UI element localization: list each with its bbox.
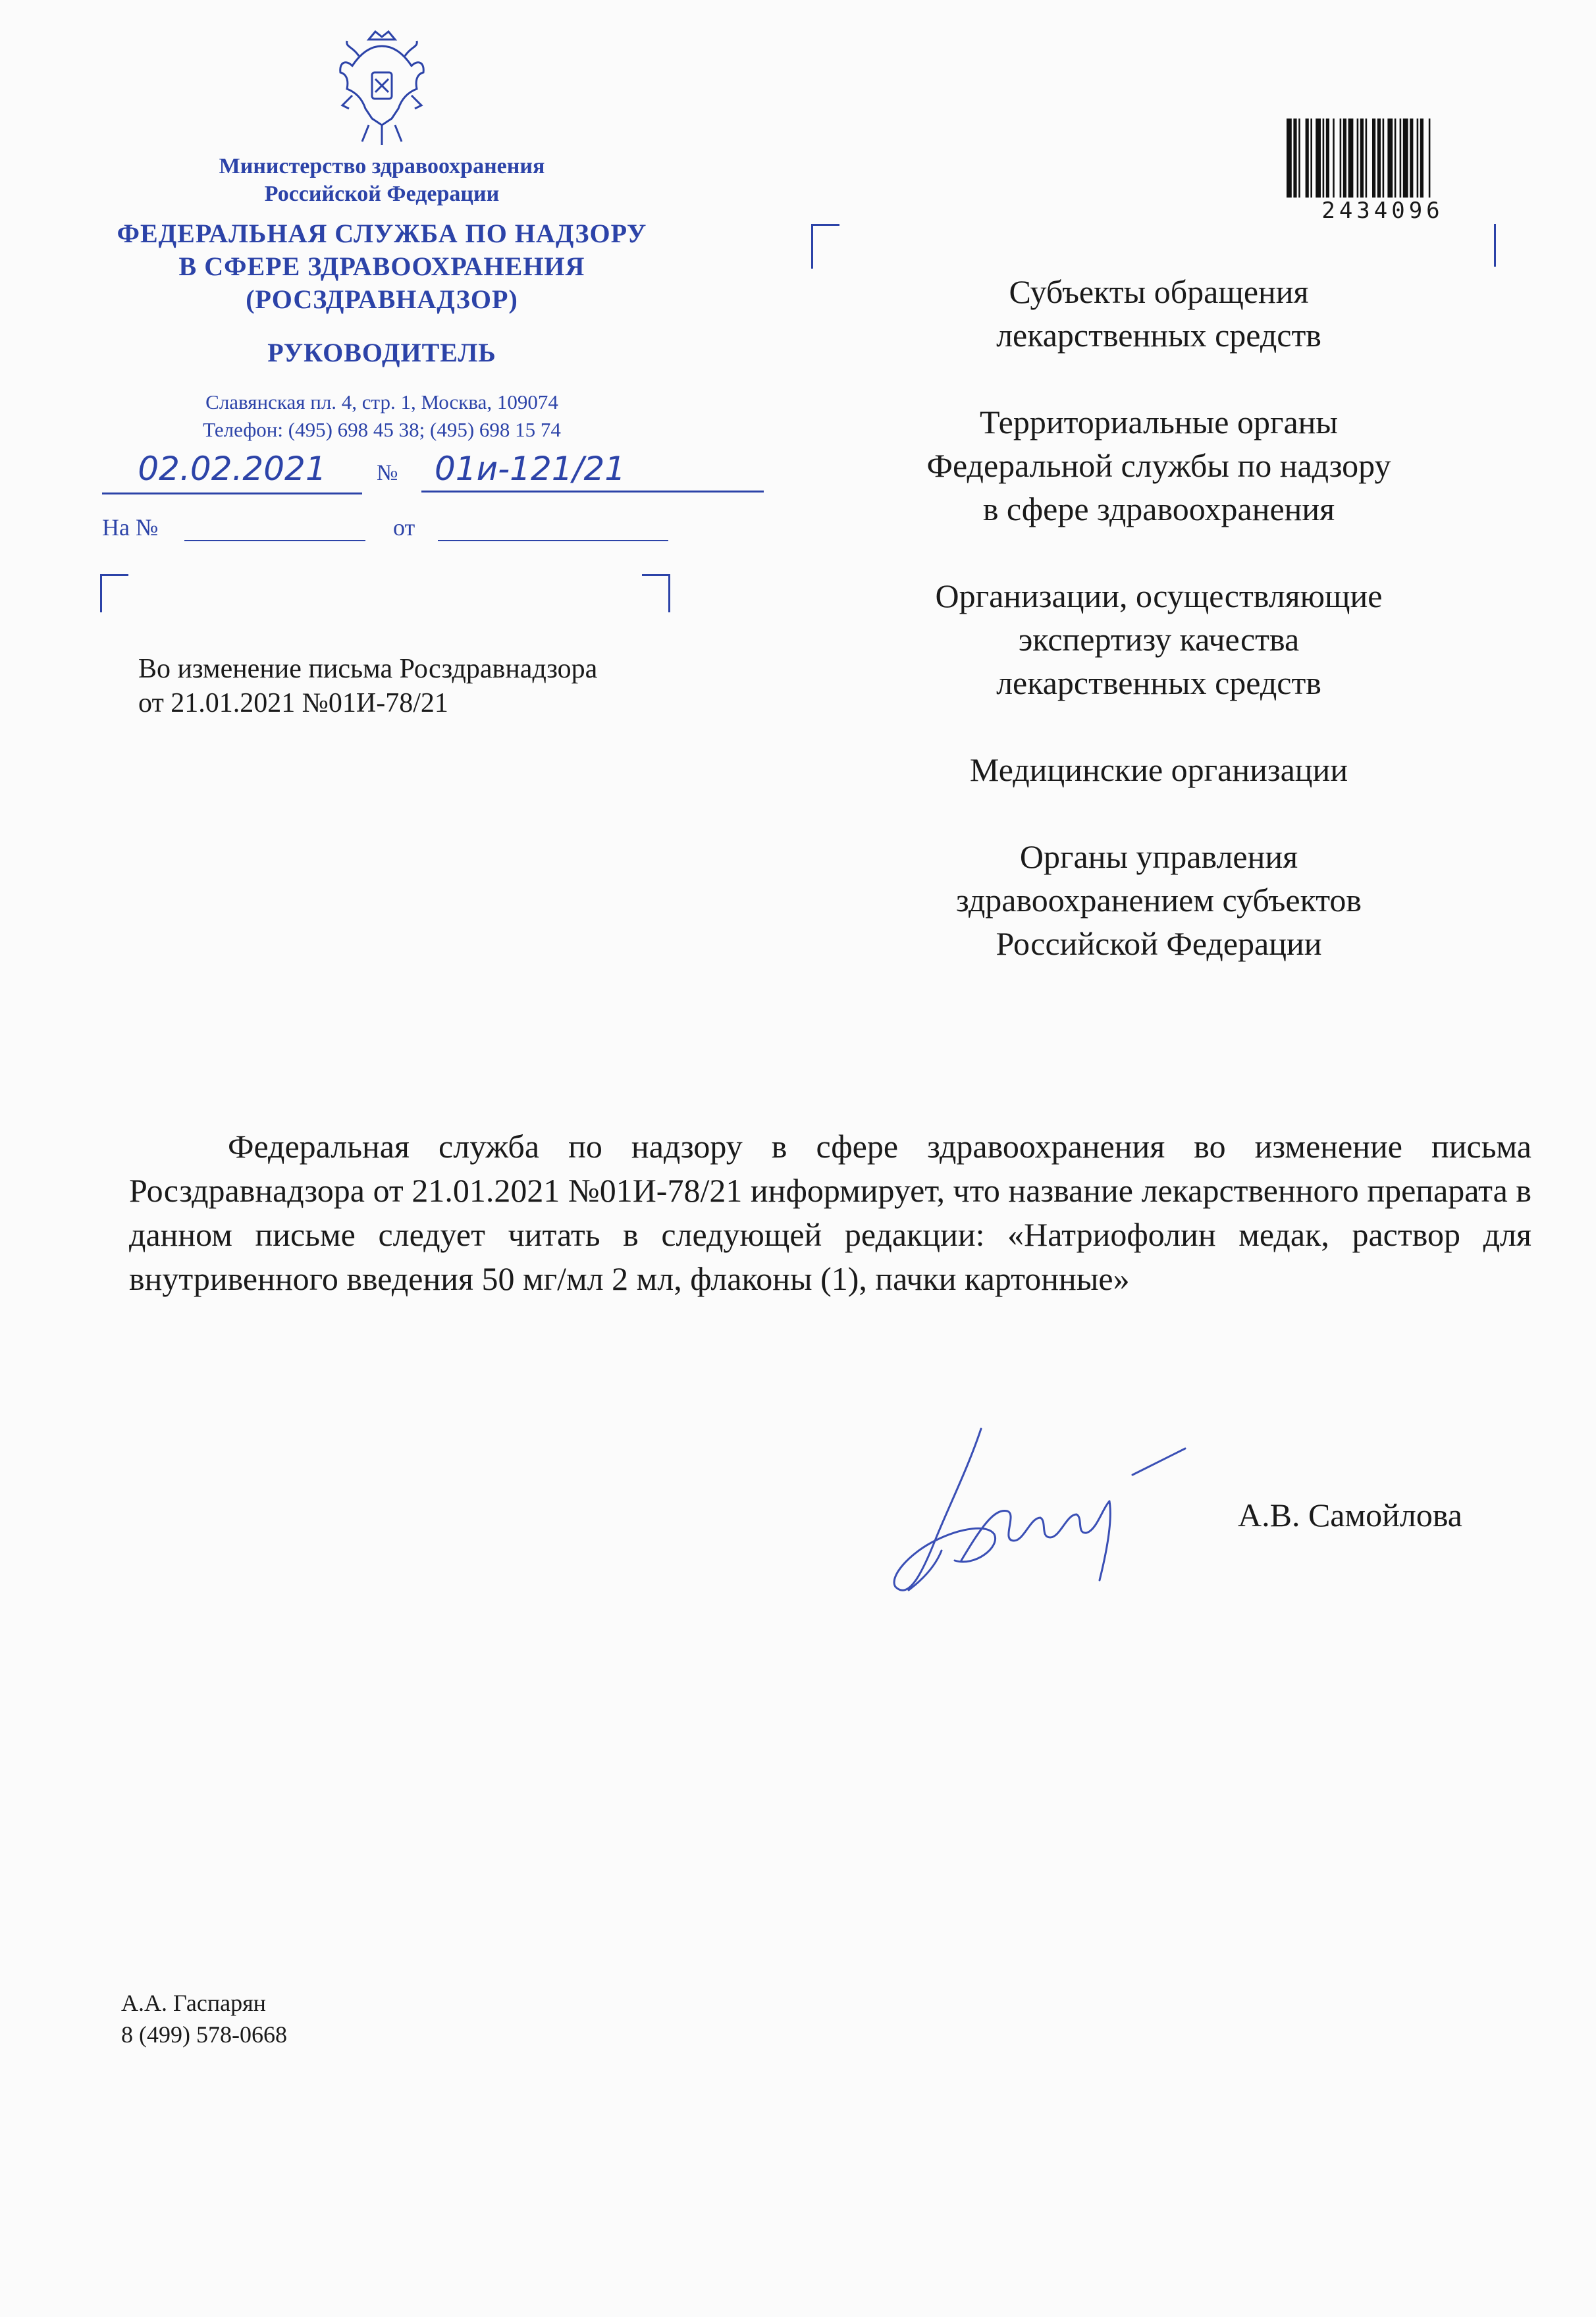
letter-body: Федеральная служба по надзору в сфере здравоохранения во изменение письма Росздравнадзора от 21.01.2021 №01И-78/21 информирует, что название лекарственного препарата в данном письме следует читать в следующей редакции: «Натриофолин медак, раствор для внутривенного введения 50 мг/мл 2 мл, флаконы (1), пачки картонные»	[129, 1128, 1531, 1297]
registration-number: 01и-121/21	[421, 448, 764, 493]
barcode-bar	[1323, 119, 1325, 198]
barcode-bar	[1293, 119, 1296, 198]
executor-phone: 8 (499) 578-0668	[121, 2021, 287, 2048]
addressee-group	[856, 270, 1462, 357]
addressee-line: Субъекты обращения	[1009, 273, 1309, 310]
barcode-number: 2434096	[1321, 198, 1444, 224]
reply-number-blank	[184, 540, 365, 541]
service-name	[72, 217, 691, 316]
barcode-bar	[1366, 119, 1368, 198]
barcode-bar	[1343, 119, 1346, 198]
address-line: Славянская пл. 4, стр. 1, Москва, 109074	[205, 390, 558, 413]
ministry-name	[99, 153, 665, 208]
barcode-bar	[1403, 119, 1408, 198]
addressee-line: здравоохранением субъектов	[955, 882, 1362, 919]
signer-name: А.В. Самойлова	[1238, 1497, 1462, 1533]
letter-subject	[138, 652, 731, 720]
addressee-list	[856, 270, 1462, 1009]
addressee-line: Органы управления	[1019, 838, 1298, 875]
handwritten-signature	[882, 1409, 1198, 1620]
number-sign: №	[377, 461, 398, 485]
addressee-group	[856, 400, 1462, 531]
addressee-line: Медицинские организации	[969, 751, 1348, 788]
barcode-bar	[1400, 119, 1402, 198]
ministry-line-2: Российской Федерации	[264, 182, 500, 206]
coat-of-arms-emblem	[332, 26, 431, 151]
address-corner-left	[811, 224, 839, 269]
barcode-bar	[1417, 119, 1419, 198]
service-line-3: (РОСЗДРАВНАДЗОР)	[246, 284, 518, 314]
addressee-line: Федеральной службы по надзору	[926, 447, 1391, 484]
reply-date-blank	[438, 540, 668, 541]
ministry-line-1: Министерство здравоохранения	[219, 154, 545, 178]
addressee-line: Российской Федерации	[996, 925, 1322, 962]
addressee-group	[856, 748, 1462, 791]
executor-contact	[121, 1987, 287, 2050]
addressee-line: лекарственных средств	[996, 664, 1321, 701]
barcode-bar	[1372, 119, 1375, 198]
barcode-bar	[1395, 119, 1396, 198]
barcode-bar	[1306, 119, 1309, 198]
barcode-bar	[1360, 119, 1364, 198]
barcode-bar	[1383, 119, 1385, 198]
barcode-bar	[1287, 119, 1292, 198]
phone-line: Телефон: (495) 698 45 38; (495) 698 15 74	[203, 418, 561, 441]
addressee-group	[856, 574, 1462, 705]
subject-corner-right	[642, 574, 670, 612]
letterhead-address	[72, 388, 691, 444]
barcode-bar	[1387, 119, 1393, 198]
barcode-bar	[1429, 119, 1431, 198]
addressee-line: в сфере здравоохранения	[982, 491, 1335, 527]
addressee-line: лекарственных средств	[996, 317, 1321, 354]
barcode-bar	[1357, 119, 1359, 198]
reply-date-label: от	[393, 514, 415, 541]
reply-label: На №	[102, 514, 159, 541]
subject-line-1: Во изменение письма Росздравнадзора	[138, 654, 598, 684]
barcode-bar	[1310, 119, 1312, 198]
head-title: РУКОВОДИТЕЛЬ	[267, 338, 496, 367]
service-line-1: ФЕДЕРАЛЬНАЯ СЛУЖБА ПО НАДЗОРУ	[117, 219, 647, 248]
barcode-bar	[1340, 119, 1342, 198]
barcode-bar	[1377, 119, 1381, 198]
barcode-bar	[1298, 119, 1300, 198]
barcode-bar	[1420, 119, 1423, 198]
addressee-line: Организации, осуществляющие	[935, 577, 1383, 614]
registration-date: 02.02.2021	[102, 448, 362, 494]
subject-corner-left	[100, 574, 128, 612]
reply-reference	[102, 514, 668, 546]
barcode-bar	[1326, 119, 1329, 198]
subject-line-2: от 21.01.2021 №01И-78/21	[138, 688, 448, 718]
addressee-line: экспертизу качества	[1018, 621, 1300, 658]
barcode-bar	[1316, 119, 1321, 198]
barcode-bar	[1410, 119, 1413, 198]
addressee-group	[856, 835, 1462, 965]
barcode-bar	[1333, 119, 1335, 198]
addressee-line: Территориальные органы	[979, 404, 1339, 440]
executor-name: А.А. Гаспарян	[121, 1990, 266, 2016]
address-corner-right	[1491, 224, 1496, 267]
barcode	[1284, 119, 1481, 198]
barcode-bar	[1348, 119, 1354, 198]
service-line-2: В СФЕРЕ ЗДРАВООХРАНЕНИЯ	[178, 252, 585, 281]
